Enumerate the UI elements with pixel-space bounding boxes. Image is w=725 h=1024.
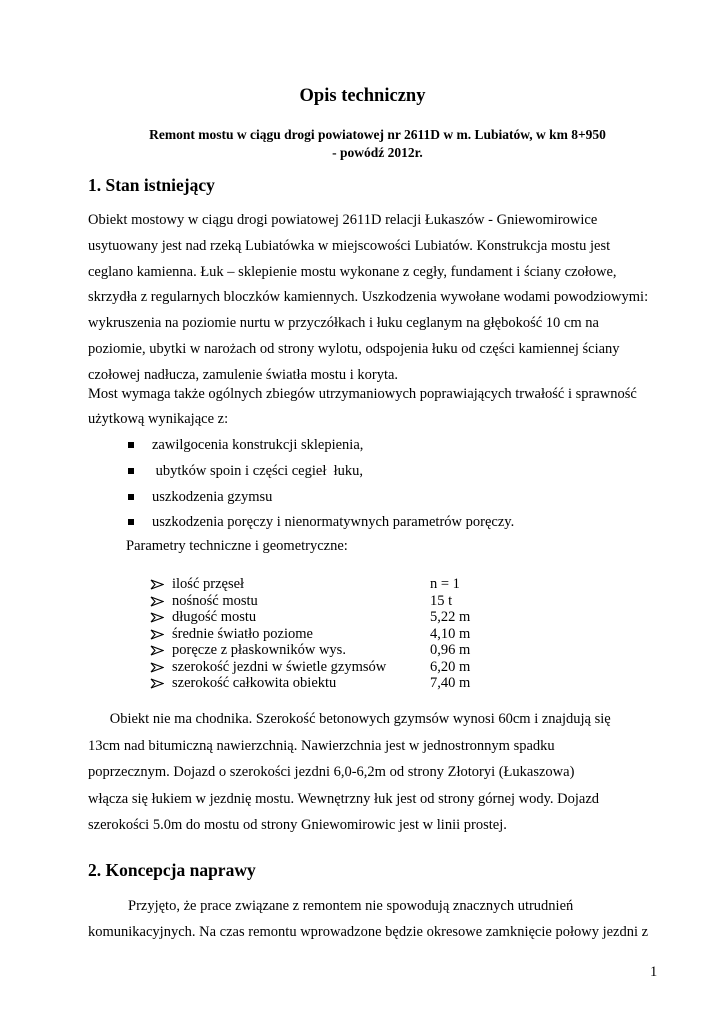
text-line: Obiekt mostowy w ciągu drogi powiatowej 2611D relacji Łukaszów - Gniewomirowice	[88, 212, 598, 228]
parameter-row	[150, 609, 490, 626]
text-line: komunikacyjnych. Na czas remontu wprowadzone będzie okresowe zamknięcie połowy jezdni z	[88, 923, 649, 940]
arrowhead-bullet-icon	[150, 678, 164, 689]
text-line: Przyjęto, że prace związane z remontem nie spowodują znacznych utrudnień	[128, 898, 574, 914]
arrowhead-bullet-icon	[150, 645, 164, 656]
text-line: Obiekt nie ma chodnika. Szerokość betonowych gzymsów wynosi 60cm i znajdują się	[88, 711, 611, 727]
text-line: szerokości 5.0m do mostu od strony Gniewomirowic jest w linii prostej.	[88, 817, 507, 833]
parameter-row	[150, 626, 490, 643]
parameter-value: 7,40 m	[430, 675, 471, 691]
section-1-paragraph-2	[88, 382, 656, 432]
parameter-value: 15 t	[430, 592, 453, 609]
arrowhead-bullet-icon	[150, 612, 164, 623]
section-2-paragraph	[88, 894, 656, 946]
arrowhead-bullet-icon	[150, 662, 164, 673]
square-bullet-icon	[128, 442, 134, 448]
document-subtitle	[80, 126, 675, 162]
square-bullet-icon	[128, 519, 134, 525]
section-1-paragraph-1	[88, 208, 656, 389]
document-page: Opis techniczny Remont mostu w ciągu drogi powiatowej nr 2611D w m. Lubiatów, w km 8+950 - powódź 2012r. 1. Stan istniejący Obiekt mostowy w ciągu drogi powiatowej 2611D relacji Łukaszów - Gniewomirowice usytuowany jest nad rzeką Lubiatówka w miejscowości Lubiatów. Konstrukcja mostu jest ceglano kamienna. Łuk – sklepienie mostu wykonane z cegły, fundament i ściany czołowe, skrzydła z regularnych bloczków kamiennych. Uszkodzenia wywołane wodami powodziowymi: wykruszenia na poziomie nurtu w przyczółkach i łuku ceglanym na głębokość 10 cm na poziomie, ubytki w narożach od strony wylotu, odspojenia łuku od części kamiennej ściany czołowej nadłucza, zamulenie światła mostu i koryta. Most wymaga także ogólnych zbiegów utrzymaniowych poprawiających trwałość i sprawność użytkową wynikające z: zawilgocenia konstrukcji sklepienia, ubytków spoin i części cegieł łuku, uszkodzenia gzymsu uszkodzenia poręczy i nienormatywnych parametrów poręczy. Parametry techniczne i geometryczne: ilość przęseł n = 1 nośność mostu 15 t długość mostu 5,22 m średnie światło poziome 4,10 m poręcze z płaskowników wys. 0,96 m szerokość jezdni w świetle gzymsów 6,20 m szerokość całkowita obiektu 7,40 m Obiekt nie ma chodnika. Szerokość betonowych gzymsów wynosi 60cm i znajdują się 13cm nad bitumiczną nawierzchnią. Nawierzchnia jest w jednostronnym spadku poprzecznym. Dojazd o szerokości jezdni 6,0-6,2m od strony Złotoryi (Łukaszowa) włącza się łukiem w jezdnię mostu. Wewnętrzny łuk jest od strony górnej wody. Dojazd szerokości 5.0m do mostu od strony Gniewomirowic jest w linii prostej. 2. Koncepcja naprawy Przyjęto, że prace związane z remontem nie spowodują znacznych utrudnień komunikacyjnych. Na czas remontu wprowadzone będzie okresowe zamknięcie połowy jezdni z 1	[0, 0, 725, 1024]
square-bullet-icon	[128, 468, 134, 474]
text-line: wykruszenia na poziomie nurtu w przyczółkach i łuku ceglanym na głębokość 10 cm na	[88, 315, 599, 332]
text-line: włącza się łukiem w jezdnię mostu. Wewnętrzny łuk jest od strony górnej wody. Dojazd	[88, 790, 600, 807]
section-1-heading: 1. Stan istniejący	[88, 175, 215, 195]
arrowhead-bullet-icon	[150, 579, 164, 590]
parameter-name: szerokość jezdni w świetle gzymsów	[172, 658, 387, 675]
parameter-value: 6,20 m	[430, 658, 471, 675]
parameter-name: średnie światło poziome	[172, 625, 313, 642]
parameters-list	[150, 576, 490, 692]
text-line: 13cm nad bitumiczną nawierzchnią. Nawierzchnia jest w jednostronnym spadku	[88, 737, 555, 754]
parameter-row	[150, 593, 490, 610]
parameter-name: nośność mostu	[172, 592, 258, 609]
parameter-row	[150, 642, 490, 659]
text-line: czołowej nadłucza, zamulenie światła mostu i koryta.	[88, 366, 399, 383]
parameter-row	[150, 675, 490, 692]
parameter-name: szerokość całkowita obiektu	[172, 675, 337, 691]
subtitle-line-1: Remont mostu w ciągu drogi powiatowej nr 2611D w m. Lubiatów, w km 8+950	[149, 127, 606, 142]
text-line: użytkową wynikające z:	[88, 411, 229, 427]
text-line: usytuowany jest nad rzeką Lubiatówka w miejscowości Lubiatów. Konstrukcja mostu jest	[88, 237, 611, 254]
parameter-name: ilość przęseł	[172, 576, 245, 592]
parameter-name: poręcze z płaskowników wys.	[172, 642, 346, 658]
subtitle-line-2: - powódź 2012r.	[332, 145, 423, 160]
document-title: Opis techniczny	[299, 86, 426, 106]
section-1-paragraph-3	[88, 706, 656, 839]
parameters-label: Parametry techniczne i geometryczne:	[126, 538, 348, 554]
text-line: poprzecznym. Dojazd o szerokości jezdni 6,0-6,2m od strony Złotoryi (Łukaszowa)	[88, 764, 575, 780]
parameter-row	[150, 659, 490, 676]
text-line: Most wymaga także ogólnych zbiegów utrzymaniowych poprawiających trwałość i sprawność	[88, 386, 637, 402]
parameter-value: 4,10 m	[430, 625, 471, 642]
page-number: 1	[650, 964, 658, 980]
parameter-name: długość mostu	[172, 609, 257, 625]
parameter-value: n = 1	[430, 576, 460, 592]
square-bullet-icon	[128, 494, 134, 500]
arrowhead-bullet-icon	[150, 596, 164, 607]
section-2-heading: 2. Koncepcja naprawy	[88, 860, 256, 880]
text-line: ceglano kamienna. Łuk – sklepienie mostu wykonane z cegły, fundament i ściany czołowe,	[88, 263, 617, 280]
text-line: poziomie, ubytki w narożach od strony wylotu, odspojenia łuku od części kamiennej ściany	[88, 340, 620, 357]
parameter-value: 5,22 m	[430, 609, 471, 625]
parameter-value: 0,96 m	[430, 642, 471, 658]
parameter-row	[150, 576, 490, 593]
text-line: skrzydła z regularnych bloczków kamiennych. Uszkodzenia wywołane wodami powodziowymi:	[88, 289, 649, 306]
arrowhead-bullet-icon	[150, 629, 164, 640]
